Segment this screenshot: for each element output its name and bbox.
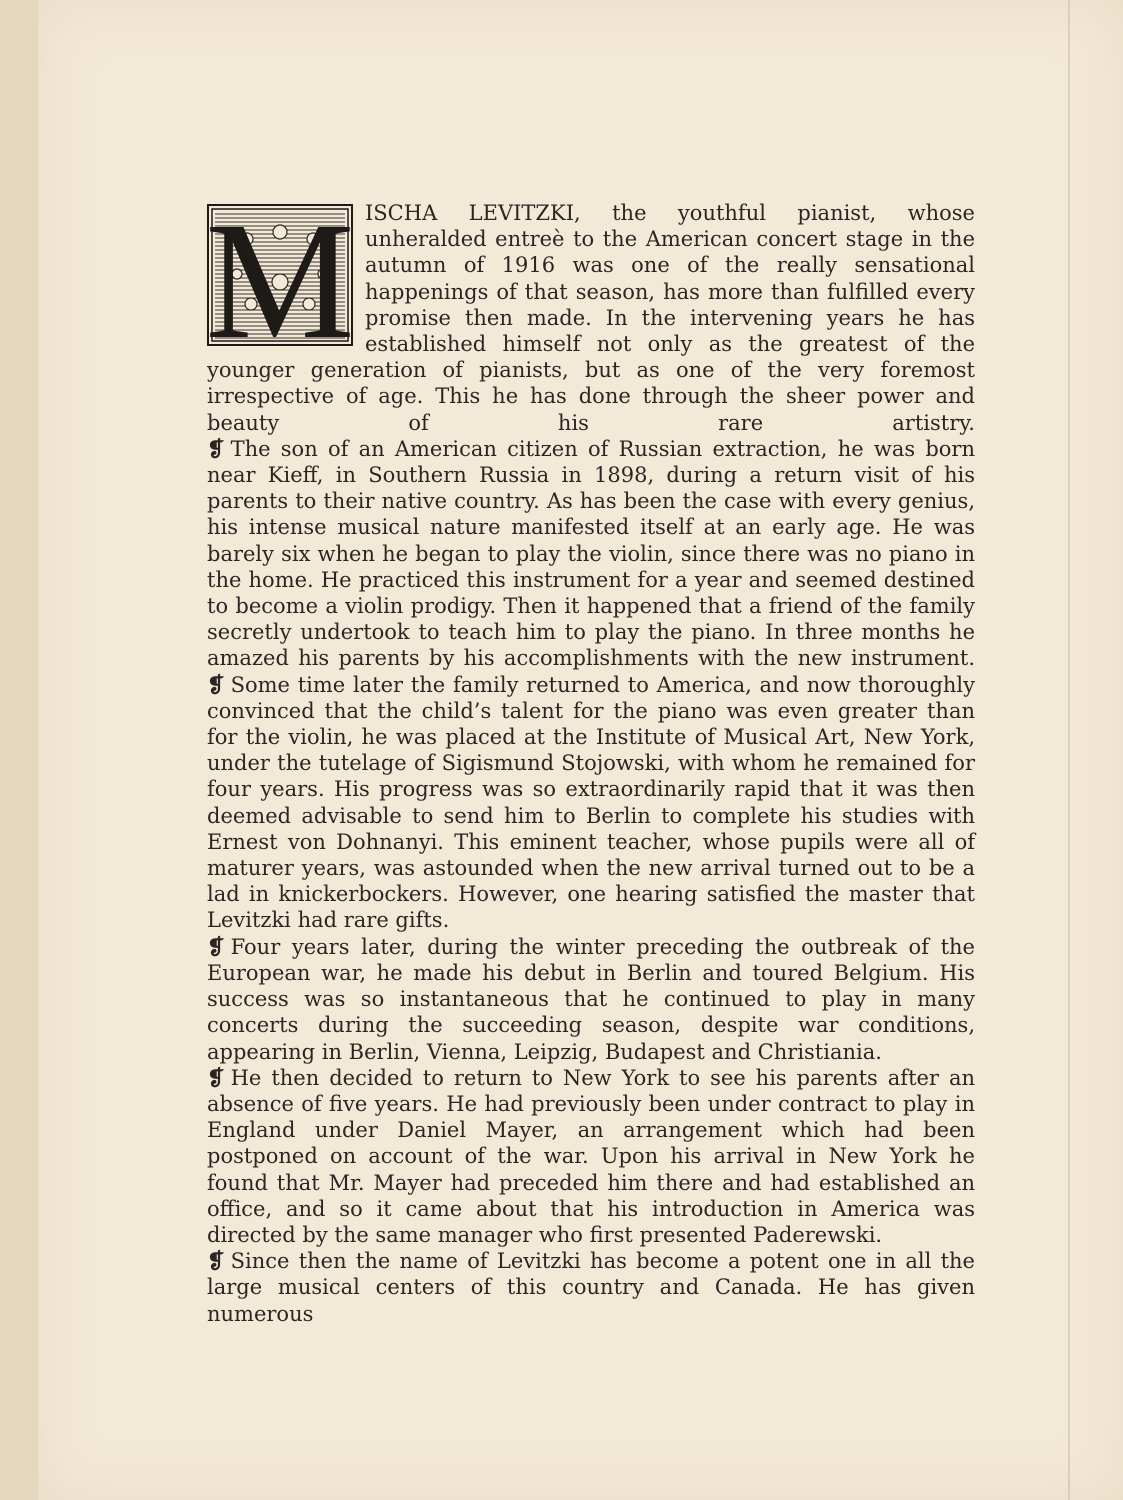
pilcrow-icon: ❡: [207, 1248, 225, 1274]
paragraph-5: [207, 1065, 975, 1248]
pilcrow-icon: ❡: [207, 1064, 225, 1090]
paragraph-6-text: Since then the name of Levitzki has become a potent one in all the large musical centers of this country and Canada. He has given numerous: [207, 1249, 975, 1326]
paragraph-1: ISCHA LEVITZKI, the youthful pianist, whose unheralded entreè to the American concert stage in the autumn of 1916 was one of the really sensational happenings of that season, has more than fulfilled every promise then made. In the intervening years he has established himself not only as the greatest of the younger generation of pianists, but as one of the very foremost irrespective of age. This he has done through the sheer power and beauty of his rare artistry.: [207, 201, 975, 435]
paragraph-3: [207, 672, 975, 934]
page-fold: [1068, 0, 1070, 1500]
paragraph-2: [207, 436, 975, 672]
ornamental-initial: [205, 188, 355, 374]
paragraph-3-text: Some time later the family returned to America, and now thoroughly convinced that the child’s talent for the piano was even greater than for the violin, he was placed at the Institute of Musical Art, New York, under the tutelage of Sigismund Stojowski, with whom he remained for four years. His progress was so extraordinarily rapid that it was then deemed advisable to send him to Berlin to complete his studies with Ernest von Dohnanyi. This eminent teacher, whose pupils were all of maturer years, was astounded when the new arrival turned out to be a lad in knickerbockers. However, one hearing satisfied the master that Levitzki had rare gifts.: [207, 672, 975, 933]
page-left-edge: [0, 0, 38, 1500]
pilcrow-icon: ❡: [207, 933, 225, 959]
pilcrow-icon: ❡: [207, 435, 225, 461]
paragraph-2-text: The son of an American citizen of Russian extraction, he was born near Kieff, in Southern Russia in 1898, during a return visit of his parents to their native country. As has been the case with every genius, his intense musical nature manifested itself at an early age. He was barely six when he began to play the violin, since there was no piano in the home. He practiced this instrument for a year and seemed destined to become a violin prodigy. Then it happened that a friend of the family secretly undertook to teach him to play the piano. In three months he amazed his parents by his accomplishments with the new instrument.: [207, 436, 975, 671]
paragraph-5-text: He then decided to return to New York to see his parents after an absence of five years. He had previously been under contract to play in England under Daniel Mayer, an arrangement which had been postponed on account of the war. Upon his arrival in New York he found that Mr. Mayer had preceded him there and had established an office, and so it came about that his introduction in America was directed by the same manager who first presented Paderewski.: [207, 1065, 975, 1247]
drop-cap-letter: M: [205, 188, 355, 374]
paragraph-4-text: Four years later, during the winter preceding the outbreak of the European war, he made his debut in Berlin and toured Belgium. His success was so instantaneous that he continued to play in many concerts during the succeeding season, despite war conditions, appearing in Berlin, Vienna, Leipzig, Budapest and Christiania.: [207, 934, 975, 1064]
pilcrow-icon: ❡: [207, 671, 225, 697]
paragraph-4: [207, 934, 975, 1065]
paragraph-6: [207, 1248, 975, 1327]
article-body: [205, 188, 975, 1327]
